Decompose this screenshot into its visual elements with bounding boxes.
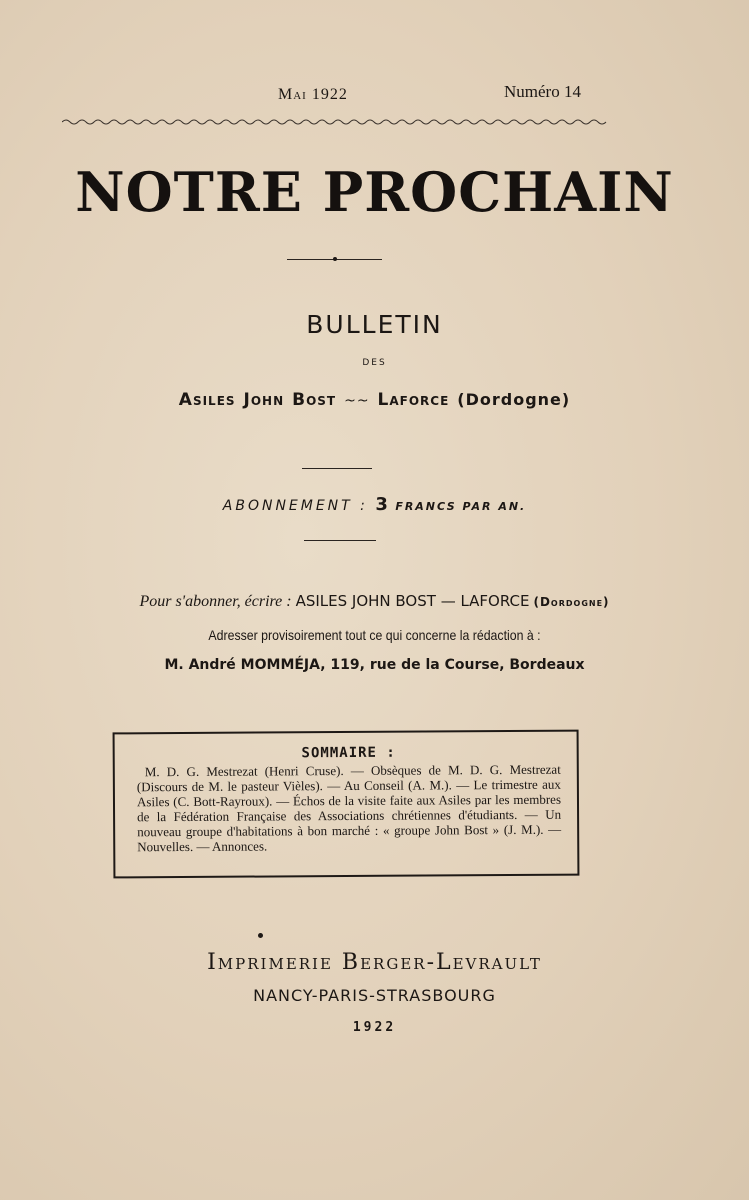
subscribe-region: (Dordogne) <box>533 595 610 609</box>
sommaire-box <box>113 730 580 879</box>
section-rule-2 <box>304 540 376 541</box>
issue-date: Mai 1922 <box>278 86 348 103</box>
editorial-note: Adresser provisoirement tout ce qui concerne la rédaction à : <box>208 627 541 643</box>
publication-title: NOTRE PROCHAIN <box>75 160 674 224</box>
editor-address: M. André MOMMÉJA, 119, rue de la Course, Bordeaux <box>164 657 585 673</box>
wavy-divider <box>62 116 610 126</box>
bulletin-heading: BULLETIN <box>306 310 443 339</box>
institution-asiles: Asiles <box>178 390 236 410</box>
institution-john: John <box>243 390 285 410</box>
institution-laforce: Laforce <box>377 390 450 410</box>
issue-number: Numéro 14 <box>504 82 581 101</box>
subscription-line <box>0 494 749 515</box>
sommaire-text: M. D. G. Mestrezat (Henri Cruse). — Obsèques de M. D. G. Mestrezat (Discours de M. le pasteur Vièles). — Au Conseil (A. M.). — Le trimestre aux Asiles (C. Bott-Rayroux). — Échos de la visite faite aux Asiles par les membres de la Fédération Française des Associations chrétiennes d'étudiants. — Un nouveau groupe d'habitations à bon marché : « groupe John Bost » (J. M.). — Nouvelles. — Annonces. <box>136 761 562 855</box>
rule-ornament <box>333 257 337 261</box>
institution-region: (Dordogne) <box>457 390 571 409</box>
pour-label: Pour s'abonner, écrire : <box>139 593 292 610</box>
des-label: DES <box>362 358 387 368</box>
sommaire-title: SOMMAIRE : <box>301 744 396 762</box>
subscribe-instructions <box>0 592 749 611</box>
institution-bost: Bost <box>292 390 337 410</box>
subscription-unit: FRANCS PAR AN. <box>395 500 527 513</box>
ornament-dot <box>258 933 263 938</box>
publisher-name: Imprimerie Berger-Levrault <box>207 950 542 975</box>
institution-separator: ~~ <box>344 393 370 409</box>
section-rule-1 <box>302 468 372 469</box>
publisher-cities: NANCY-PARIS-STRASBOURG <box>253 986 496 1005</box>
subscribe-address: ASILES JOHN BOST — LAFORCE <box>295 592 530 610</box>
subscription-label: ABONNEMENT : <box>222 498 368 514</box>
publication-year: 1922 <box>352 1020 397 1035</box>
subscription-price: 3 <box>375 494 388 515</box>
institution-name <box>0 386 749 410</box>
